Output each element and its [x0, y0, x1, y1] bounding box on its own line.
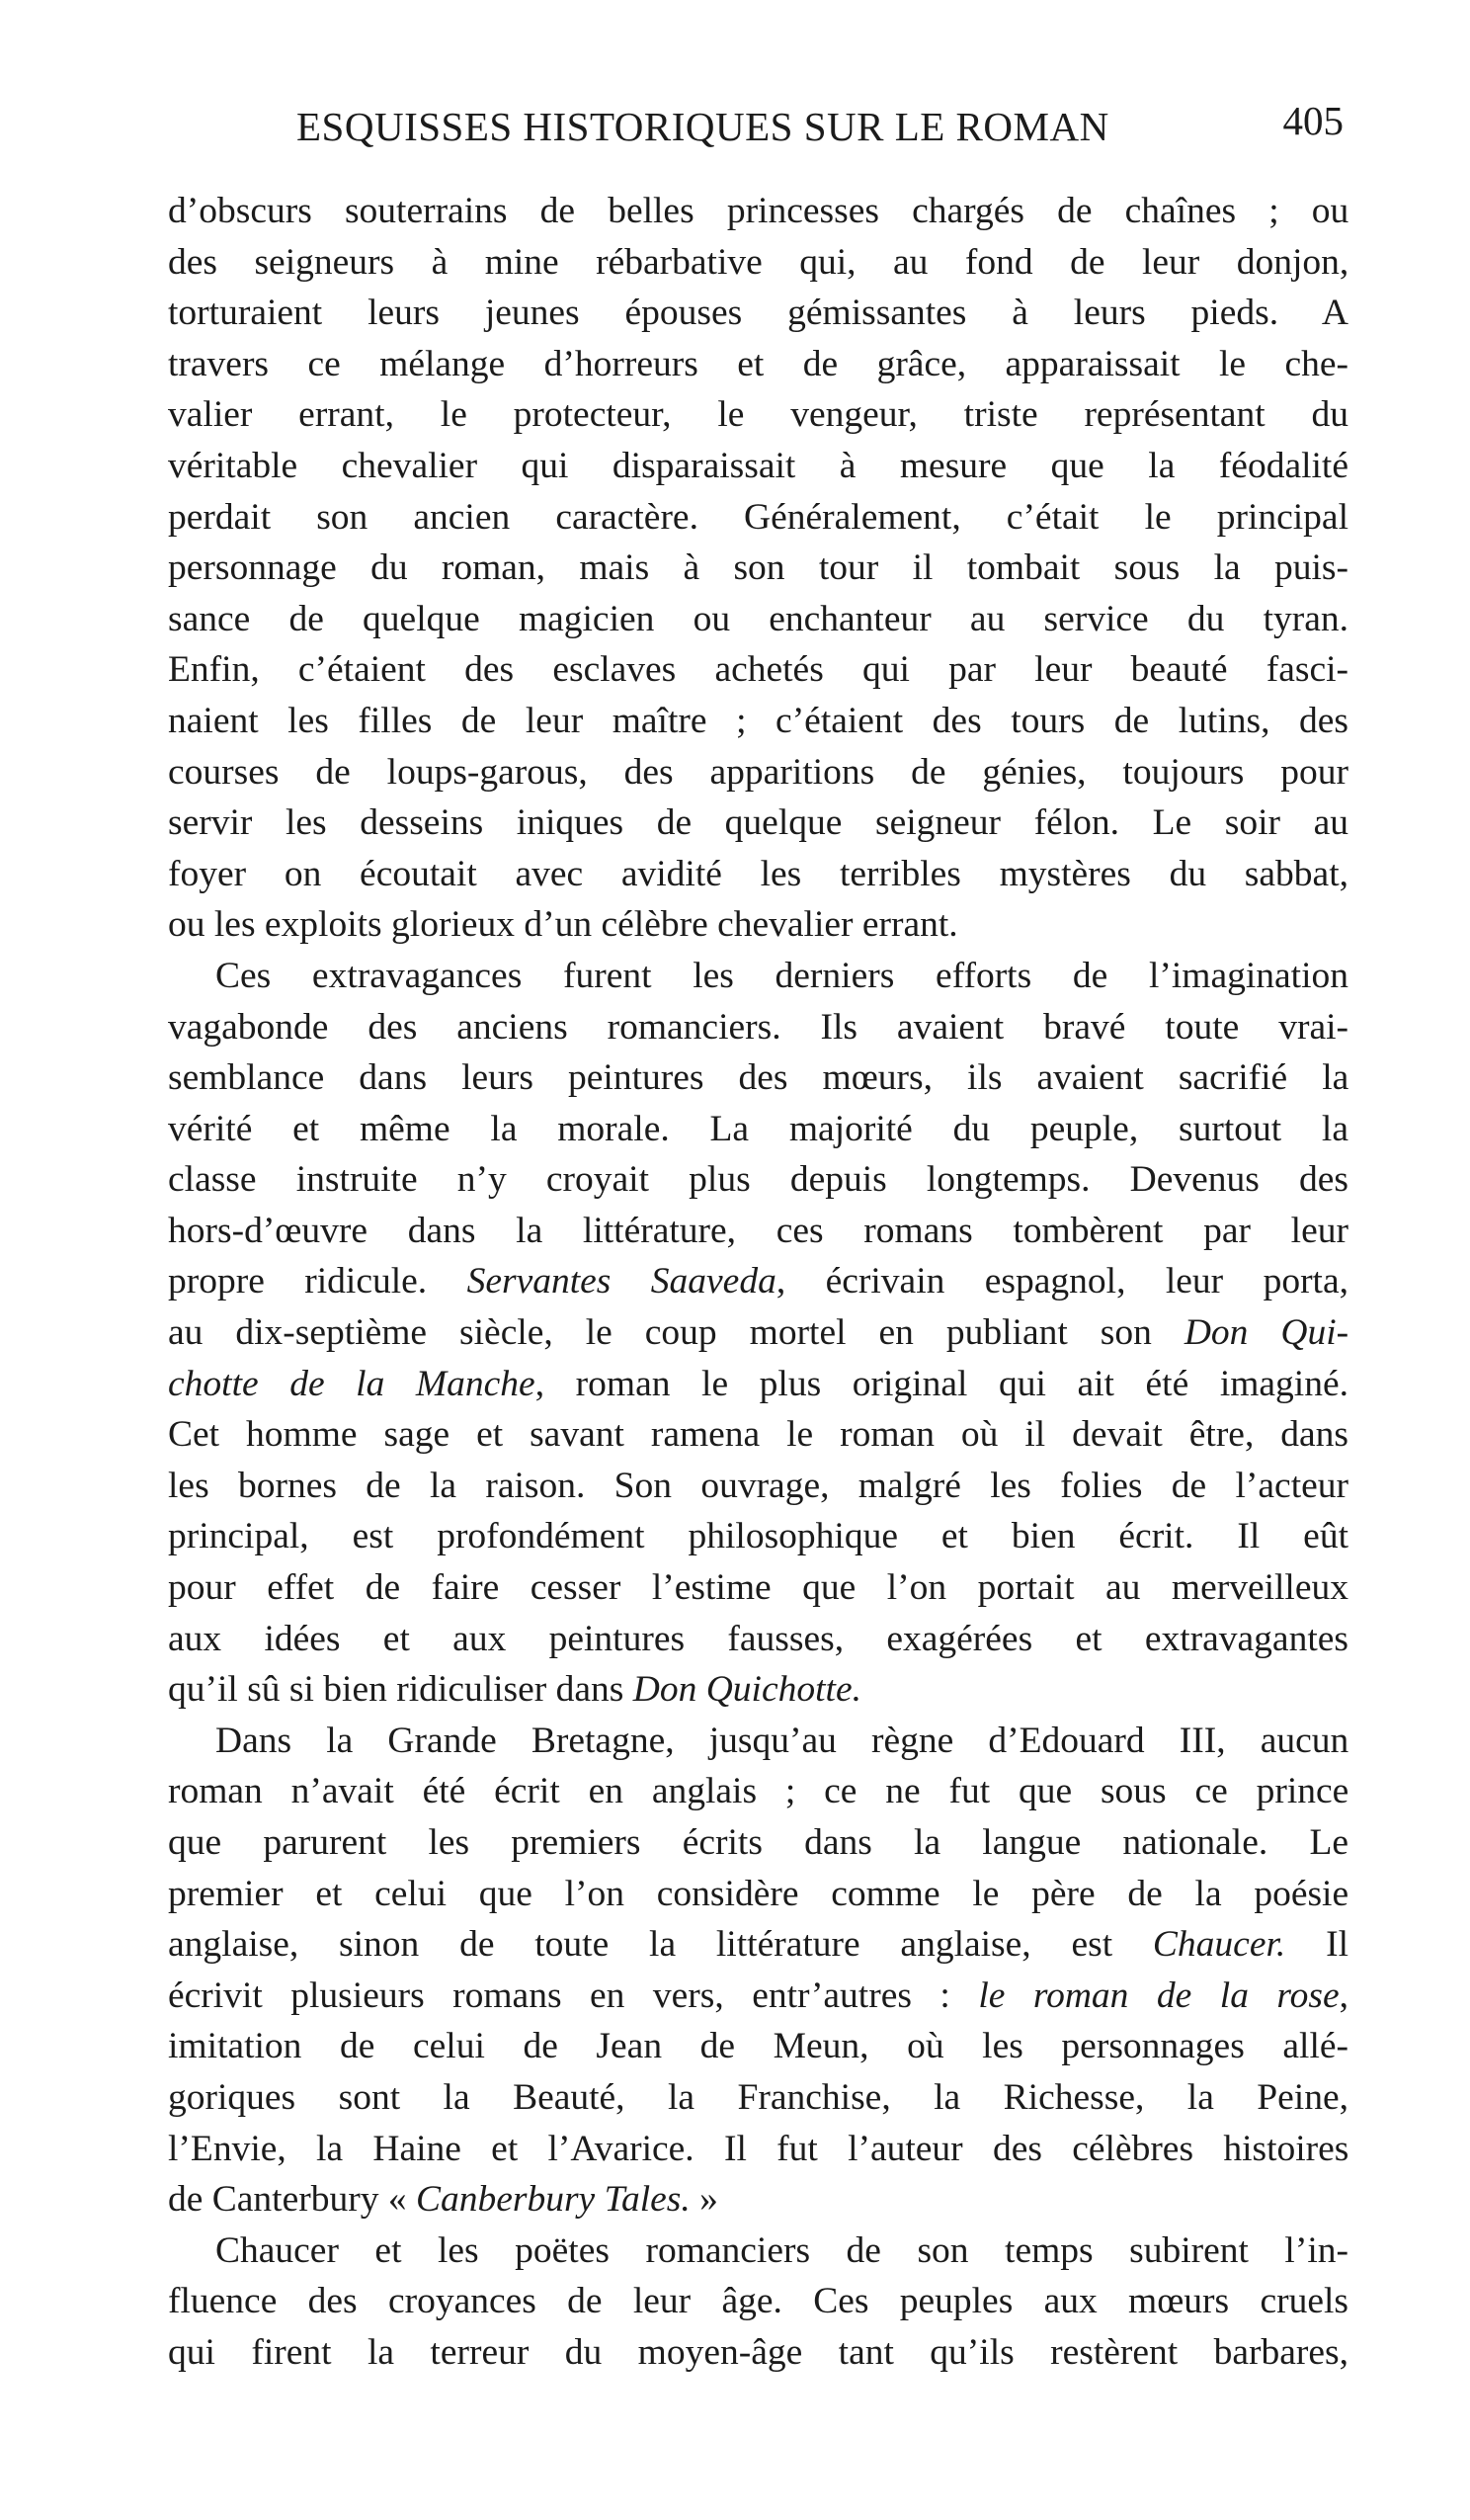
text-line: Dans la Grande Bretagne, jusqu’au règne d’Edouard III, aucun [215, 1720, 1349, 1761]
text-line: sance de quelque magicien ou enchanteur au service du tyran. [168, 598, 1348, 639]
text-line: courses de loups-garous, des apparitions de génies, toujours pour [168, 751, 1348, 793]
text-line: ou les exploits glorieux d’un célèbre chevalier errant. [168, 904, 958, 946]
text-run: de Canterbury « [168, 2179, 416, 2221]
running-title: ESQUISSES HISTORIQUES SUR LE ROMAN [296, 104, 1109, 149]
text-line: personnage du roman, mais à son tour il tombait sous la puis- [168, 547, 1348, 589]
text-line: semblance dans leurs peintures des mœurs, ils avaient sacrifié la [168, 1057, 1349, 1099]
text-run: écrivit plusieurs romans en vers, entr’autres : [168, 1974, 979, 2016]
text-line: valier errant, le protecteur, le vengeur, triste représentant du [168, 394, 1348, 436]
text-line: fluence des croyances de leur âge. Ces peuples aux mœurs cruels [168, 2281, 1348, 2322]
text-line: Chaucer et les poëtes romanciers de son temps subirent l’in- [215, 2229, 1348, 2271]
text-line: classe instruite n’y croyait plus depuis longtemps. Devenus des [168, 1159, 1348, 1201]
text-line: torturaient leurs jeunes épouses gémissantes à leurs pieds. A [168, 293, 1348, 334]
text-line: roman n’avait été écrit en anglais ; ce ne fut que sous ce prince [168, 1771, 1349, 1812]
text-line: premier et celui que l’on considère comme le père de la poésie [168, 1873, 1349, 1914]
text-line [168, 1664, 1348, 1716]
text-line: hors-d’œuvre dans la littérature, ces romans tombèrent par leur [168, 1210, 1348, 1251]
body-text [168, 186, 1348, 2379]
italic-title: le roman de la rose [978, 1974, 1340, 2016]
text-line: travers ce mélange d’horreurs et de grâce, apparaissait le che- [168, 343, 1348, 384]
italic-name: Chaucer. [1152, 1924, 1286, 1966]
paragraph [168, 1716, 1348, 2226]
text-line [168, 1971, 1348, 2022]
text-line: véritable chevalier qui disparaissait à mesure que la féodalité [168, 445, 1348, 486]
text-line: aux idées et aux peintures fausses, exagérées et extravagantes [168, 1618, 1348, 1659]
text-line: principal, est profondément philosophique et bien écrit. Il eût [168, 1516, 1348, 1557]
text-line: les bornes de la raison. Son ouvrage, malgré les folies de l’acteur [168, 1465, 1348, 1506]
text-run: » [690, 2179, 718, 2221]
text-run: qu’il sû si bien ridiculiser dans [168, 1669, 633, 1711]
italic-title: Don Quichotte. [632, 1669, 861, 1711]
italic-name: Servantes Saaveda [466, 1261, 776, 1302]
text-line [168, 2174, 1348, 2226]
paragraph [168, 2226, 1348, 2379]
italic-title: chotte de la Manche [168, 1363, 535, 1404]
paragraph [168, 186, 1348, 951]
text-line: vagabonde des anciens romanciers. Ils avaient bravé toute vrai- [168, 1006, 1348, 1048]
text-line: Enfin, c’étaient des esclaves achetés qui par leur beauté fasci- [168, 649, 1348, 691]
text-line [168, 1256, 1348, 1307]
text-line: goriques sont la Beauté, la Franchise, la Richesse, la Peine, [168, 2076, 1348, 2118]
italic-title: Don Qui- [1184, 1312, 1349, 1354]
text-run: Il [1285, 1924, 1348, 1966]
text-line: que parurent les premiers écrits dans la langue nationale. Le [168, 1822, 1348, 1863]
text-run: au dix-septième siècle, le coup mortel en publiant son [168, 1312, 1184, 1354]
text-line: Cet homme sage et savant ramena le roman où il devait être, dans [168, 1414, 1349, 1456]
text-line: foyer on écoutait avec avidité les terribles mystères du sabbat, [168, 853, 1348, 894]
text-line: imitation de celui de Jean de Meun, où les personnages allé- [168, 2026, 1348, 2067]
text-run: , écrivain espagnol, leur porta, [776, 1261, 1348, 1302]
text-line: pour effet de faire cesser l’estime que l’on portait au merveilleux [168, 1567, 1348, 1609]
text-run: , roman le plus original qui ait été imaginé. [534, 1363, 1348, 1404]
text-run: anglaise, sinon de toute la littérature anglaise, est [168, 1924, 1153, 1966]
text-line [168, 1359, 1348, 1410]
text-line: perdait son ancien caractère. Généralement, c’était le principal [168, 496, 1348, 538]
italic-title: Canberbury Tales. [415, 2179, 691, 2221]
text-line: l’Envie, la Haine et l’Avarice. Il fut l’auteur des célèbres histoires [168, 2128, 1349, 2169]
text-line: des seigneurs à mine rébarbative qui, au fond de leur donjon, [168, 241, 1349, 283]
page-number: 405 [1282, 98, 1344, 143]
text-run: , [1339, 1974, 1348, 2016]
text-line: qui firent la terreur du moyen-âge tant qu’ils restèrent barbares, [168, 2331, 1348, 2373]
page-header [296, 98, 1344, 162]
text-line: Ces extravagances furent les derniers efforts de l’imagination [215, 955, 1348, 996]
text-run: propre ridicule. [168, 1261, 467, 1302]
text-line: naient les filles de leur maître ; c’étaient des tours de lutins, des [168, 700, 1348, 741]
text-line: servir les desseins iniques de quelque seigneur félon. Le soir au [168, 802, 1348, 844]
text-line: d’obscurs souterrains de belles princesses chargés de chaînes ; ou [168, 191, 1349, 231]
paragraph [168, 951, 1348, 1716]
text-line [168, 1307, 1348, 1359]
text-line [168, 1919, 1348, 1971]
text-line: vérité et même la morale. La majorité du peuple, surtout la [168, 1108, 1348, 1149]
